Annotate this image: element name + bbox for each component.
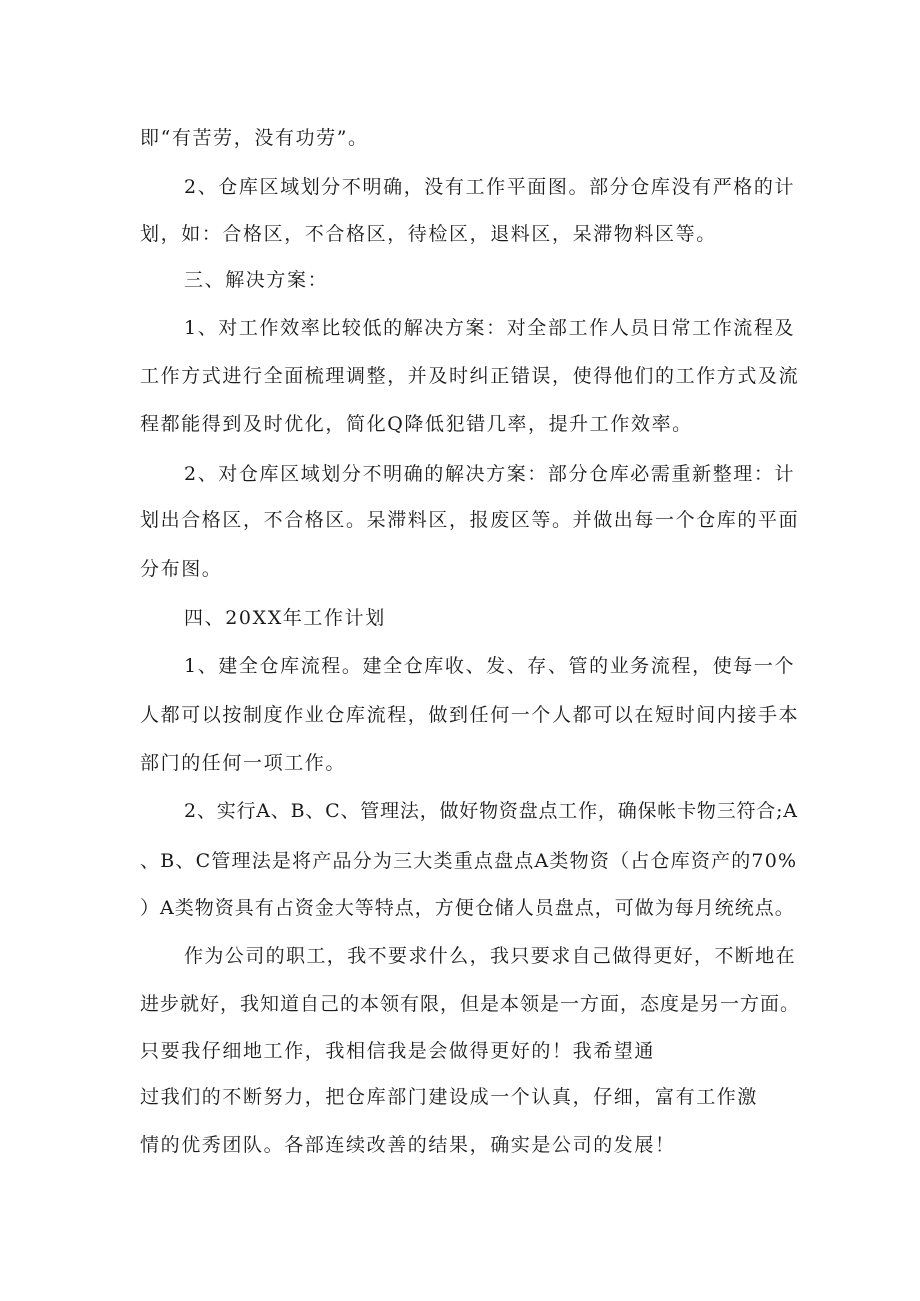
text-line: 、B、C管理法是将产品分为三大类重点盘点A类物资（占仓库资产的70% (140, 850, 798, 872)
text-line: 情的优秀团队。各部连续改善的结果，确实是公司的发展！ (140, 1134, 676, 1156)
text-line: 划，如：合格区，不合格区，待检区，退料区，呆滞物料区等。 (140, 223, 717, 245)
text-line: 1、对工作效率比较低的解决方案：对全部工作人员日常工作流程及 (184, 317, 796, 339)
text-line: 即“有苦劳，没有功劳”。 (140, 127, 369, 149)
text-line: 工作方式进行全面梳理调整，并及时纠正错误，使得他们的工作方式及流 (140, 365, 800, 387)
text-line: 只要我仔细地工作，我相信我是会做得更好的！我希望通 (140, 1040, 656, 1062)
text-line: 进步就好，我知道自己的本领有限，但是本领是一方面，态度是另一方面。 (140, 993, 801, 1015)
text-line: 分布图。 (140, 558, 223, 580)
text-line: 1、建全仓库流程。建全仓库收、发、存、管的业务流程，使每一个 (184, 655, 796, 677)
text-line: 程都能得到及时优化，简化Q降低犯错几率，提升工作效率。 (140, 413, 693, 435)
text-line: 作为公司的职工，我不要求什么，我只要求自己做得更好，不断地在 (184, 945, 797, 967)
text-line: 2、仓库区域划分不明确，没有工作平面图。部分仓库没有严格的计 (184, 176, 796, 198)
text-line: 人都可以按制度作业仓库流程，做到任何一个人都可以在短时间内接手本 (140, 704, 800, 726)
text-line: 划出合格区，不合格区。呆滞料区，报废区等。并做出每一个仓库的平面 (140, 509, 800, 531)
section-heading: 四、20XX年工作计划 (184, 607, 386, 629)
text-line: ）A类物资具有占资金大等特点，方便仓储人员盘点，可做为每月统统点。 (140, 897, 795, 919)
text-line: 部门的任何一项工作。 (140, 752, 347, 774)
text-line: 2、对仓库区域划分不明确的解决方案：部分仓库必需重新整理：计 (184, 463, 796, 485)
text-line: 2、实行A、B、C、管理法，做好物资盘点工作，确保帐卡物三符合;A (184, 800, 798, 822)
section-heading: 三、解决方案： (184, 269, 329, 291)
text-line: 过我们的不断努力，把仓库部门建设成一个认真，仔细，富有工作激 (140, 1086, 759, 1108)
